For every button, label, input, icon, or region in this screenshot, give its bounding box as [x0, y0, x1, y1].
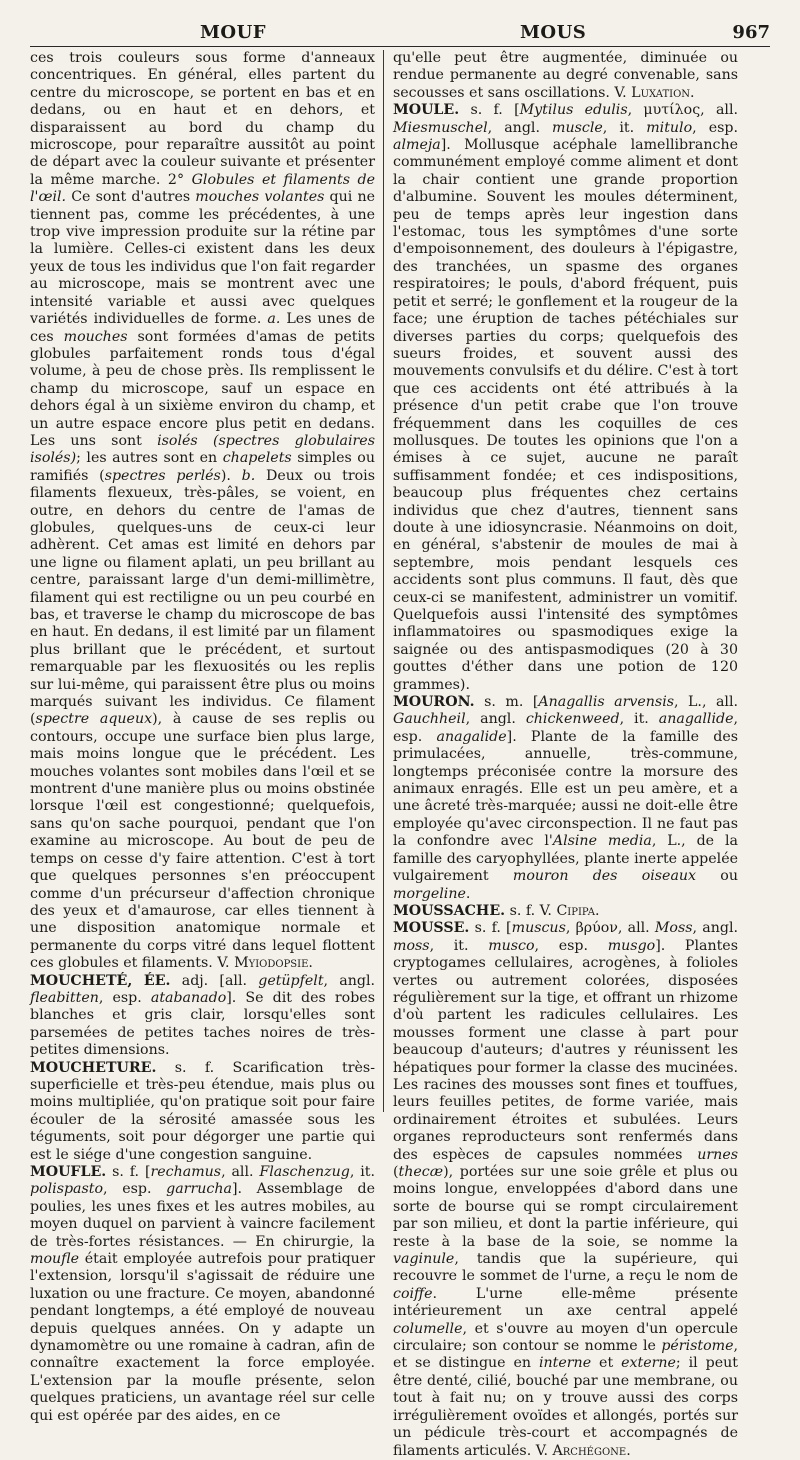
text-run: Luxation: [631, 84, 691, 101]
text-run: péristome: [661, 1338, 734, 1355]
text-run: ]. Mollusque acéphale lamellibranche communément employé comme aliment et dont la chair contient une grande proportion d'albumine. Souvent les moules déterminent, peu de temps après leur ingestion dans l'estomac, tous les symptômes d'une sorte d'empoisonnement, des douleurs à l'épigastre, des tranchées, un spasme des organes respiratoires; le pouls, d'abord fréquent, puis petit et serré; le gonflement et la rougeur de la face; une éruption de taches pétéchiales sur diverses parties du corps; quelquefois des sueurs froides, et souvent aussi des mouvements convulsifs et du délire. C'est à tort que ces accidents ont été attribués à la présence d'un petit crabe que l'on trouve fréquemment dans les coquilles de ces mollusques. De toutes les opinions que l'on a émises à ce sujet, aucune ne paraît suffisamment fondée; et ces indispositions, beaucoup plus fréquentes chez certains individus que chez d'autres, tiennent sans doute à une idiosyncrasie. Néanmoins on doit, en général, s'abstenir de moules de mai à septembre, mois pendant lesquels ces accidents sont plus communs. Il faut, dès que ceux-ci se manifestent, administrer un vomitif. Quelquefois aussi l'intensité des symptômes inflammatoires ou spasmodiques exige la saignée ou des antispasmodiques (20 à 30 gouttes d'éther dans une potion de 120 grammes).: [393, 137, 738, 693]
entry-moufle: [30, 1164, 375, 1425]
moufle-continuation: [393, 50, 738, 102]
text-run: s. f. V.: [505, 902, 557, 919]
text-run: b.: [241, 467, 256, 484]
text-run: mouches: [63, 328, 128, 345]
text-run: qu'elle peut être augmentée, diminuée ou rendue permanente au degré convenable, sans secousses et sans oscillations. V.: [393, 50, 738, 101]
text-run: sont formées d'amas de petits globules parfaitement ronds tous d'égal volume, à peu de chose près. Ils remplissent le champ du microscope, sauf un espace en dehors égal à un sixième environ du champ, et un autre espace encore plus petit en dedans. Les uns sont: [30, 328, 375, 449]
right-guide-word: MOUS: [520, 22, 587, 43]
text-run: Moss: [654, 920, 693, 937]
text-run: Flaschenzug: [259, 1164, 350, 1180]
entry-mousse: [393, 920, 738, 1460]
text-run: anagalide: [436, 728, 507, 745]
text-run: .: [690, 84, 695, 101]
text-run: mouron des oiseaux: [512, 868, 697, 885]
text-run: s. f. [: [106, 1164, 151, 1180]
text-run: moss: [393, 937, 430, 954]
text-run: Anagallis arvensis: [538, 694, 675, 711]
text-run: Mytilus edulis: [519, 102, 628, 119]
text-run: s. f. [: [469, 920, 512, 937]
text-run: ]. Assemblage de poulies, les unes fixes et les autres mobiles, au moyen duquel on parvient à vaincre facilement de très-fortes résistances. — En chirurgie, la: [30, 1181, 375, 1250]
text-run: mitulo: [646, 119, 693, 136]
text-run: , esp.: [98, 989, 151, 1006]
headword: MOURON.: [393, 694, 475, 711]
text-run: , tandis que la supérieure, qui recouvre le sommet de l'urne, a reçu le nom de: [393, 1251, 738, 1285]
text-run: muscus: [511, 920, 566, 937]
text-run: , it.: [602, 119, 647, 136]
text-run: thecæ: [398, 1164, 444, 1180]
text-run: s. m. [: [474, 694, 539, 711]
text-run: mouches volantes: [195, 189, 325, 206]
text-run: rechamus: [150, 1164, 222, 1180]
text-run: , et s'ouvre au moyen d'un opercule circulaire; son contour se nomme le: [393, 1320, 738, 1355]
text-run: , esp.: [393, 711, 738, 745]
text-run: et: [591, 1355, 622, 1372]
text-run: fleabitten: [30, 989, 99, 1006]
text-run: musco: [488, 937, 535, 954]
text-run: Alsine media: [552, 833, 652, 850]
text-run: a.: [267, 311, 281, 328]
text-run: s. f. [: [459, 102, 520, 119]
text-run: ).: [220, 467, 242, 484]
headword: MOUCHETURE.: [30, 1059, 157, 1076]
entry-moussache: [393, 903, 738, 920]
text-run: isolés (spectres globulaires isolés): [30, 432, 375, 467]
left-guide-word: MOUF: [200, 22, 267, 43]
text-run: , angl.: [487, 119, 553, 136]
text-run: almeja: [393, 137, 441, 154]
text-run: , L., all.: [674, 694, 738, 711]
column-divider: [383, 50, 384, 1112]
text-run: simples ou ramifiés (: [30, 450, 375, 484]
headword: MOUCHETÉ, ÉE.: [30, 972, 171, 989]
text-run: Les unes de ces: [30, 311, 376, 345]
text-run: Deux ou trois filaments flexueux, très-pâles, se voient, en outre, en dehors du centre de l'amas de globules, quelques-uns de ceux-ci leur adhèrent. Cet amas est limité en dehors par une ligne ou filament aplati, un peu brillant au centre, paraissant large d'un demi-millimètre, filament qui est rectiligne ou un peu courbé en bas, et traverse le champ du microscope de bas en haut. En dedans, il est limité par un filament plus brillant que le précédent, et surtout remarquable par les flexuosités ou les replis sur lui-même, qui paraissent être plus ou moins marqués suivant les individus. Ce filament (: [30, 467, 375, 728]
text-run: ]. Se dit des robes blanches et gris clair, lorsqu'elles sont parsemées de petites taches noires de très-petites dimensions.: [30, 989, 375, 1059]
text-run: polispasto: [30, 1181, 104, 1198]
text-run: , angl.: [692, 920, 738, 937]
text-run: qui ne tiennent pas, comme les précédentes, à une trop vive impression produite sur la rétine par la lumière. Celles-ci existent dans les deux yeux de tous les individus que l'on fait regarder au microscope, mais se montrent avec une intensité variable et aussi avec quelques variétés individuelles de forme.: [30, 189, 375, 328]
text-run: garrucha: [166, 1181, 232, 1198]
text-run: ou: [696, 868, 738, 885]
text-run: moufle: [30, 1251, 79, 1268]
page-number: 967: [732, 22, 770, 43]
text-run: , esp.: [534, 937, 608, 954]
text-run: . L'urne elle-même présente intérieurement un axe central appelé: [393, 1285, 738, 1320]
text-run: ; les autres sont en: [76, 450, 223, 467]
text-run: , angl.: [323, 972, 376, 989]
text-run: ces trois couleurs sous forme d'anneaux concentriques. En général, elles partent du centre du microscope, se portent en bas et en dedans, ou en haut et en dehors, et disparaissent au bord du champ du microscope, pour reparaître aussitôt au point de départ avec la couleur suivante et présenter la même marche. 2°: [30, 50, 375, 188]
text-run: chapelets: [222, 450, 292, 467]
text-run: , all.: [221, 1164, 260, 1180]
left-column: [30, 50, 376, 1424]
text-run: , esp.: [692, 119, 738, 136]
text-run: , angl.: [465, 711, 526, 728]
text-run: morgeline: [393, 885, 466, 902]
headword: MOUSSE.: [393, 920, 470, 937]
text-run: , it.: [429, 937, 489, 954]
text-run: chickenweed: [525, 711, 620, 728]
text-run: ]. Plantes cryptogames cellulaires, acrogènes, à folioles vertes ou autrement colorées, disposées régulièrement sur la tige, et offrant un rhizome d'où partent les radicules cellulaires. Les mousses forment une classe à part pour beaucoup d'auteurs; d'autres y réunissent les hépatiques pour former la classe des mucinées. Les racines des mousses sont fines et touffues, leurs feuilles petites, de forme variée, mais ordinairement étroites et subulées. Leurs organes reproducteurs sont renfermés dans des espèces de capsules nommées: [393, 937, 738, 1163]
text-run: spectre aqueux: [35, 711, 153, 728]
text-run: , it.: [349, 1164, 375, 1180]
text-run: musgo: [607, 937, 656, 954]
headword: MOULE.: [393, 102, 460, 119]
text-run: s. f. Scarification très-superficielle et très-peu étendue, mais plus ou moins multipliée, qu'on pratique soit pour faire écouler de la sérosité amassée sous les téguments, soit pour dégorger une partie qui est le siége d'une congestion sanguine.: [30, 1059, 375, 1163]
text-run: getüpfelt: [258, 972, 324, 989]
text-run: coiffe: [393, 1285, 433, 1302]
text-run: spectres perlés: [104, 467, 221, 484]
text-run: , βρύον, all.: [565, 920, 655, 937]
headword: MOUFLE.: [30, 1164, 107, 1180]
text-run: urnes: [697, 1146, 738, 1163]
text-run: , et se distingue en: [393, 1338, 738, 1372]
text-run: Myiodopsie: [234, 955, 309, 972]
text-run: externe: [621, 1355, 676, 1372]
text-run: , μυτίλος, all.: [627, 102, 738, 119]
text-run: .: [626, 1442, 631, 1459]
text-run: ]. Plante de la famille des primulacées, annuelle, très-commune, longtemps préconisée contre la morsure des animaux enragés. Elle est un peu amère, et a une âcreté très-marquée; aussi ne doit-elle être employée qu'avec circonspection. Il ne faut pas la confondre avec l': [393, 728, 738, 850]
text-run: .: [465, 885, 471, 902]
text-run: , it.: [619, 711, 659, 728]
text-run: columelle: [393, 1320, 463, 1337]
entry-mouchete: [30, 973, 375, 1060]
text-run: vaginule: [393, 1251, 455, 1268]
mouches-volantes-continuation: [30, 50, 375, 973]
text-run: (: [393, 1164, 399, 1180]
text-run: Gauchheil: [393, 711, 466, 728]
text-run: , esp.: [103, 1181, 167, 1198]
page-header: [30, 22, 770, 47]
text-run: adj. [all.: [170, 972, 259, 989]
text-run: ; il peut être denté, cilié, bouché par une membrane, ou tout à fait nu; on y trouve aussi des corps irrégulièrement ovoïdes et allongés, portés sur un pédicule très-court et accompagnés de filaments articulés. V.: [393, 1355, 738, 1459]
text-run: Ce sont d'autres: [66, 189, 196, 206]
text-run: atabanado: [150, 989, 227, 1006]
right-column: [393, 50, 738, 1459]
text-run: ), à cause de ses replis ou contours, occupe une surface bien plus large, mais moins longue que le précédent. Les mouches volantes sont mobiles dans l'œil et se montrent d'une manière plus ou moins obstinée lorsque l'œil est congestionné; quelquefois, sans qu'on sache pourquoi, pendant que l'on examine au microscope. Au bout de peu de temps on cesse d'y faire attention. C'est à tort que quelques personnes s'en préoccupent comme d'un précurseur d'affection chronique des yeux et d'amaurose, car elles tiennent à une disposition anatomique normale et permanente du corps vitré dans lequel flottent ces globules et filaments. V.: [30, 711, 375, 972]
text-run: .: [594, 902, 600, 919]
text-run: anagallide: [658, 711, 734, 728]
text-run: Archégone: [552, 1442, 627, 1459]
text-run: interne: [539, 1355, 592, 1372]
entry-mouron: [393, 694, 738, 903]
entry-moule: [393, 102, 738, 694]
text-run: Globules et filaments de l'œil.: [30, 171, 375, 206]
text-run: , L., de la famille des caryophyllées, plante inerte appelée vulgairement: [393, 833, 738, 885]
entry-mouchetage: [30, 1060, 375, 1164]
text-run: ), portées sur une soie grêle et plus ou moins longue, enveloppées d'abord dans une sorte de bourse qui se rompt circulairement par son milieu, et dont la partie inférieure, qui reste à la base de la soie, se nomme la: [393, 1164, 738, 1250]
text-run: .: [308, 955, 313, 972]
text-run: était employée autrefois pour pratiquer l'extension, lorsqu'il s'agissait de réduire une luxation ou une fracture. Ce moyen, abandonné pendant longtemps, a été employé de nouveau depuis quelques années. On y adapte un dynamomètre ou une romaine à cadran, afin de connaître exactement la force employée. L'extension par la moufle présente, selon quelques praticiens, un avantage réel sur celle qui est opérée par des aides, en ce: [30, 1251, 375, 1424]
text-run: Cipipa: [556, 902, 595, 919]
text-run: muscle: [552, 119, 603, 136]
headword: MOUSSACHE.: [393, 902, 506, 919]
text-run: Miesmuschel: [393, 119, 488, 136]
